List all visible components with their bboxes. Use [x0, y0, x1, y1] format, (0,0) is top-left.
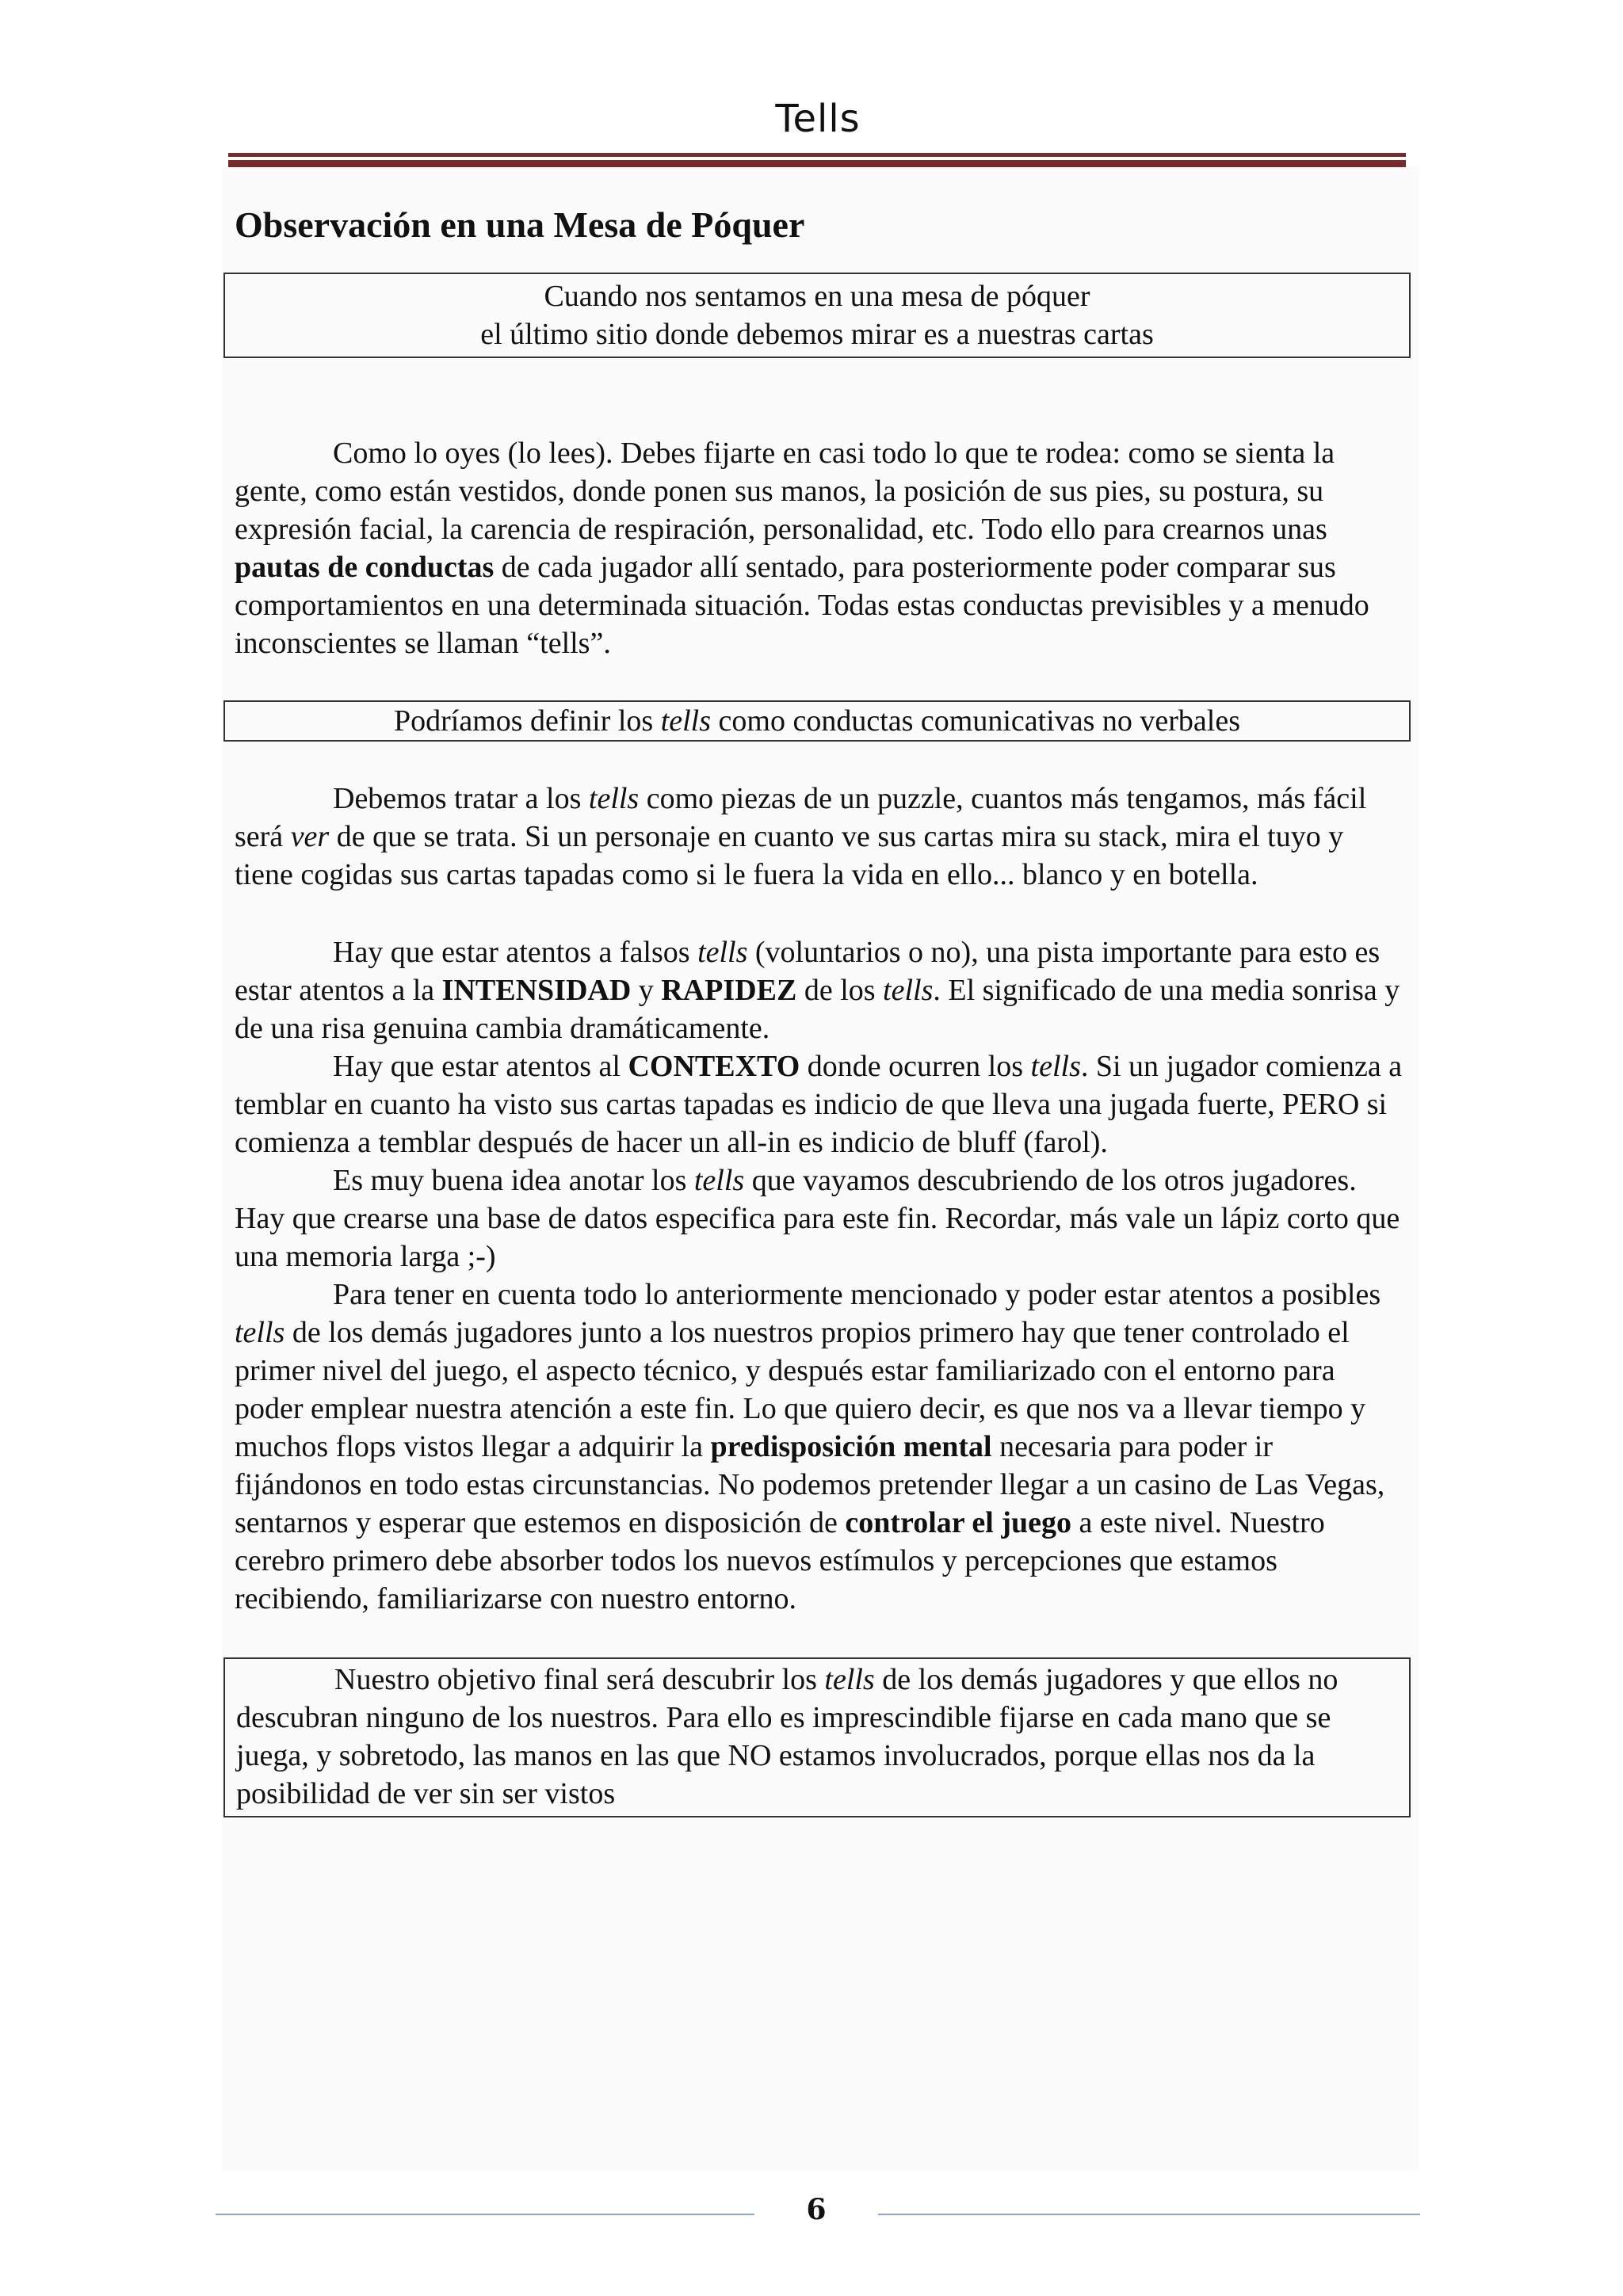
footer-rule-left	[216, 2214, 754, 2215]
paragraph-2	[235, 780, 1404, 894]
italic-run: tells	[697, 936, 748, 969]
italic-run: tells	[693, 1164, 745, 1197]
text-run: Para tener en cuenta todo lo anteriormente mencionado y poder estar atentos a posibles	[333, 1278, 1381, 1311]
paragraph-6	[235, 1276, 1404, 1618]
paragraph-4	[235, 1047, 1404, 1161]
text-run: como conductas comunicativas no verbales	[711, 704, 1240, 738]
section-title: Observación en una Mesa de Póquer	[235, 204, 805, 245]
italic-run: ver	[290, 820, 330, 853]
text-run: . Si un jugador comienza a temblar en cuanto ha visto sus cartas tapadas es indicio de que lleva una jugada fuerte, PERO si comienza a temblar después de hacer un all-in es indicio de bluff (farol).	[235, 1050, 1403, 1159]
text-run: Hay que estar atentos al	[333, 1050, 628, 1083]
text-run: Nuestro objetivo final será descubrir los	[334, 1663, 825, 1696]
conclusion-paragraph	[236, 1661, 1398, 1813]
footer-rule-right	[878, 2214, 1420, 2215]
text-run: de los demás jugadores junto a los nuestros propios primero hay que tener controlado el primer nivel del juego, el aspecto técnico, y después estar familiarizado con el entorno para poder emplear nuestra atención a este fin. Lo que quiero decir, es que nos va a llevar tiempo y muchos flops vistos llegar a adquirir la	[235, 1316, 1366, 1463]
text-run: a este nivel. Nuestro cerebro primero debe absorber todos los nuevos estímulos y percepciones que estamos recibiendo, familiarizarse con nuestro entorno.	[235, 1506, 1325, 1615]
quote-box	[223, 273, 1411, 358]
text-run: y	[631, 974, 662, 1007]
text-run: necesaria para poder ir fijándonos en todo estas circunstancias. No podemos pretender llegar a un casino de Las Vegas, sentarnos y esperar que estemos en disposición de	[235, 1430, 1385, 1539]
italic-run: tells	[1030, 1050, 1081, 1083]
text-run: de los	[796, 974, 884, 1007]
text-run: de los demás jugadores y que ellos no descubran ninguno de los nuestros. Para ello es imprescindible fijarse en cada mano que se juega, y sobretodo, las manos en las que NO estamos involucrados, porque ellas nos da la posibilidad de ver sin ser vistos	[236, 1663, 1338, 1810]
text-run: que vayamos descubriendo de los otros jugadores. Hay que crearse una base de datos especifica para este fin. Recordar, más vale un lápiz corto que una memoria larga ;-)	[235, 1164, 1400, 1273]
text-run: Es muy buena idea anotar los	[333, 1164, 694, 1197]
bold-run: CONTEXTO	[628, 1050, 800, 1083]
text-run: de cada jugador allí sentado, para posteriormente poder comparar sus comportamientos en una determinada situación. Todas estas conductas previsibles y a menudo inconscientes se llaman “tells”.	[235, 551, 1369, 660]
text-run: como piezas de un puzzle, cuantos más tengamos, más fácil será	[235, 782, 1367, 853]
paragraph-5	[235, 1161, 1404, 1276]
italic-run: tells	[883, 974, 934, 1007]
quote-line-1: Cuando nos sentamos en una mesa de póquer	[544, 280, 1090, 313]
document-body	[235, 195, 1404, 1817]
bold-run: predisposición mental	[710, 1430, 992, 1463]
header-rule-thin	[228, 153, 1406, 157]
page-number: 6	[806, 2193, 827, 2226]
running-header: Tells	[775, 97, 861, 141]
text-run: Como lo oyes (lo lees). Debes fijarte en casi todo lo que te rodea: como se sienta la gente, como están vestidos, donde ponen sus manos, la posición de sus pies, su postura, su expresión facial, la carencia de respiración, personalidad, etc. Todo ello para crearnos unas	[235, 437, 1335, 546]
header-rule-thick	[228, 160, 1406, 167]
italic-run: tells	[824, 1663, 875, 1696]
text-run: (voluntarios o no), una pista importante para esto es estar atentos a la	[235, 936, 1381, 1007]
quote-line-2: el último sitio donde debemos mirar es a nuestras cartas	[480, 318, 1154, 351]
text-run: . El significado de una media sonrisa y de una risa genuina cambia dramáticamente.	[235, 974, 1400, 1045]
bold-run: RAPIDEZ	[661, 974, 797, 1007]
conclusion-box	[223, 1657, 1411, 1817]
text-run: de que se trata. Si un personaje en cuanto ve sus cartas mira su stack, mira el tuyo y tiene cogidas sus cartas tapadas como si le fuera la vida en ello... blanco y en botella.	[235, 820, 1344, 891]
text-run: Podríamos definir los	[394, 704, 661, 738]
bold-run: pautas de conductas	[235, 551, 495, 584]
text-run: donde ocurren los	[800, 1050, 1031, 1083]
text-run: Hay que estar atentos a falsos	[333, 936, 698, 969]
text-run: Debemos tratar a los	[333, 782, 589, 815]
bold-run: INTENSIDAD	[441, 974, 632, 1007]
italic-run: tells	[235, 1316, 285, 1349]
italic-run: tells	[588, 782, 640, 815]
italic-run: tells	[660, 704, 712, 738]
bold-run: controlar el juego	[845, 1506, 1072, 1539]
definition-box	[223, 700, 1411, 742]
paragraph-1	[235, 434, 1404, 662]
paragraph-3	[235, 933, 1404, 1047]
